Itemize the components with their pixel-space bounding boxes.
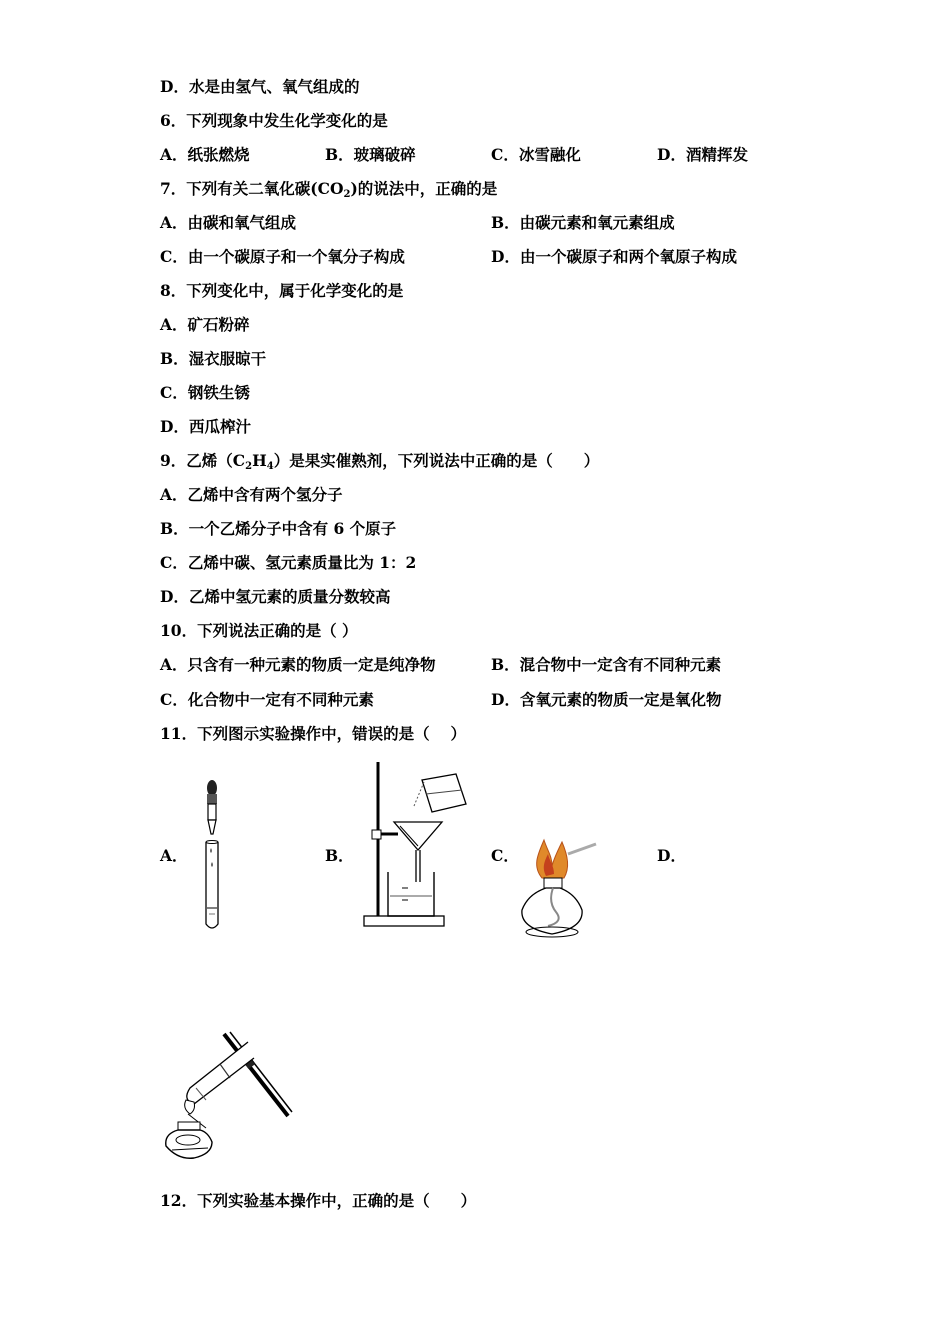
q7-stem: 7．下列有关二氧化碳$(CO_2)$的说法中，正确的是 [160,179,498,200]
q8-option-a: A．矿石粉碎 [160,315,250,334]
q9-option-a: A．乙烯中含有两个氢分子 [160,485,343,504]
q9-option-c: C．乙烯中碳、氢元素质量比为 1：2 [160,553,417,572]
q8-stem: 8．下列变化中，属于化学变化的是 [160,281,404,300]
q6-option-b: B．玻璃破碎 [325,145,416,164]
dropper-test-tube-figure [190,778,240,936]
q7-option-b: B．由碳元素和氧元素组成 [491,213,675,232]
q10-option-a: A．只含有一种元素的物质一定是纯净物 [160,655,436,674]
q11-label-b: B． [325,846,354,865]
q6-option-c: C．冰雪融化 [491,145,581,164]
q7-option-d: D．由一个碳原子和两个氧原子构成 [491,247,737,266]
q9-option-d: D．乙烯中氢元素的质量分数较高 [160,587,391,606]
q8-option-b: B．湿衣服晾干 [160,349,267,368]
q8-option-c: C．钢铁生锈 [160,383,250,402]
heating-test-tube-figure [160,1030,295,1162]
q10-option-c: C．化合物中一定有不同种元素 [160,690,374,709]
q6-option-a: A．纸张燃烧 [160,145,250,164]
q11-stem: 11．下列图示实验操作中，错误的是（ ） [160,724,466,743]
filtration-figure [362,760,474,932]
q8-option-d: D．西瓜榨汁 [160,417,251,436]
q10-stem: 10．下列说法正确的是（ ） [160,621,358,640]
q12-stem: 12．下列实验基本操作中，正确的是（ ） [160,1191,477,1210]
q10-option-d: D．含氧元素的物质一定是氧化物 [491,690,722,709]
q9-option-b: B．一个乙烯分子中含有 6 个原子 [160,519,397,538]
q7-option-c: C．由一个碳原子和一个氧分子构成 [160,247,405,266]
q11-label-c: C． [491,846,519,865]
q9-stem: 9．乙烯$(C_2H_4)$是果实催熟剂，下列说法中正确的是（ ） [160,451,600,472]
q7-option-a: A．由碳和氧气组成 [160,213,297,232]
q5-option-d: D．水是由氢气、氧气组成的 [160,77,360,96]
q6-option-d: D．酒精挥发 [657,145,748,164]
q11-label-d: D． [657,846,686,865]
q6-stem: 6．下列现象中发生化学变化的是 [160,111,388,130]
alcohol-lamp-figure [518,836,602,942]
q11-label-a: A． [160,846,188,865]
q10-option-b: B．混合物中一定含有不同种元素 [491,655,722,674]
